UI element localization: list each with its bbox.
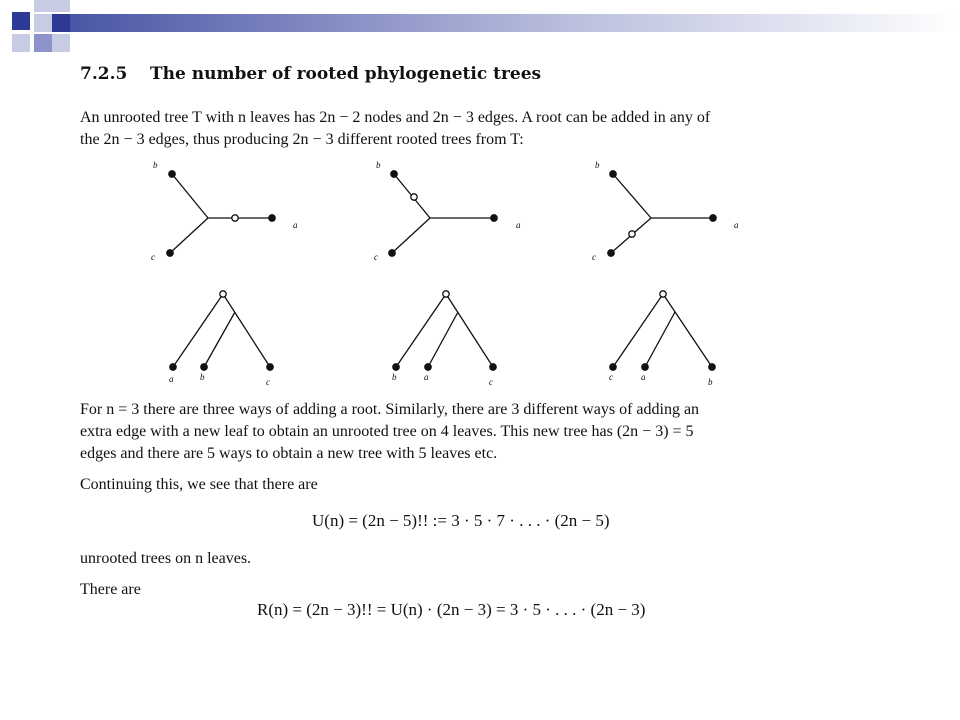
leaf-label: c: [592, 252, 596, 262]
paragraph-2-line-2: extra edge with a new leaf to obtain an unrooted tree on 4 leaves. This new tree has (2n − 3) = 5: [80, 423, 694, 440]
leaf-label: b: [708, 377, 713, 387]
leaf-node: [710, 215, 716, 221]
root-node: [220, 291, 226, 297]
leaf-node: [201, 364, 207, 370]
leaf-node: [170, 364, 176, 370]
leaf-node: [642, 364, 648, 370]
leaf-label: a: [734, 220, 739, 230]
leaf-node: [425, 364, 431, 370]
leaf-label: c: [374, 252, 378, 262]
section-title: The number of rooted phylogenetic trees: [150, 64, 542, 84]
leaf-node: [608, 250, 614, 256]
leaf-label: a: [293, 220, 298, 230]
leaf-label: b: [153, 160, 158, 170]
leaf-label: a: [424, 372, 429, 382]
leaf-node: [267, 364, 273, 370]
unrooted-tree-3: [608, 171, 716, 256]
rooted-count-formula: R(n) = (2n − 3)!! = U(n) · (2n − 3) = 3 · 5 · . . . · (2n − 3): [257, 600, 646, 619]
intro-paragraph-line-1: An unrooted tree T with n leaves has 2n − 2 nodes and 2n − 3 edges. A root can be added in any of: [80, 109, 711, 126]
root-node: [232, 215, 238, 221]
leaf-node: [610, 364, 616, 370]
leaf-node: [167, 250, 173, 256]
root-node: [411, 194, 417, 200]
leaf-label: a: [516, 220, 521, 230]
intro-paragraph-line-2: the 2n − 3 edges, thus producing 2n − 3 different rooted trees from T:: [80, 131, 524, 148]
continuing-text: Continuing this, we see that there are: [80, 476, 318, 493]
leaf-node: [610, 171, 616, 177]
root-node: [660, 291, 666, 297]
leaf-label: b: [392, 372, 397, 382]
unrooted-tree-1: [167, 171, 275, 256]
rooted-tree-3: [610, 291, 715, 370]
there-are-text: There are: [80, 581, 141, 598]
unrooted-tree-2: [389, 171, 497, 256]
section-number: 7.2.5: [80, 64, 128, 84]
leaf-label: a: [169, 374, 174, 384]
leaf-label: b: [595, 160, 600, 170]
leaf-label: c: [151, 252, 155, 262]
leaf-label: b: [200, 372, 205, 382]
leaf-label: c: [609, 372, 613, 382]
leaf-node: [269, 215, 275, 221]
rooted-tree-2: [393, 291, 496, 370]
paragraph-2-line-3: edges and there are 5 ways to obtain a new tree with 5 leaves etc.: [80, 445, 498, 462]
root-node: [443, 291, 449, 297]
rooted-tree-1: [170, 291, 273, 370]
leaf-node: [490, 364, 496, 370]
leaf-label: c: [489, 377, 493, 387]
leaf-node: [391, 171, 397, 177]
unrooted-count-formula: U(n) = (2n − 5)!! := 3 · 5 · 7 · . . . · (2n − 5): [312, 511, 610, 530]
leaf-label: c: [266, 377, 270, 387]
leaf-node: [389, 250, 395, 256]
paragraph-2-line-1: For n = 3 there are three ways of adding a root. Similarly, there are 3 different ways of adding an: [80, 401, 700, 418]
leaf-node: [393, 364, 399, 370]
leaf-node: [169, 171, 175, 177]
root-node: [629, 231, 635, 237]
leaf-node: [491, 215, 497, 221]
leaf-label: a: [641, 372, 646, 382]
leaf-label: b: [376, 160, 381, 170]
leaf-node: [709, 364, 715, 370]
unrooted-trees-text: unrooted trees on n leaves.: [80, 550, 252, 567]
